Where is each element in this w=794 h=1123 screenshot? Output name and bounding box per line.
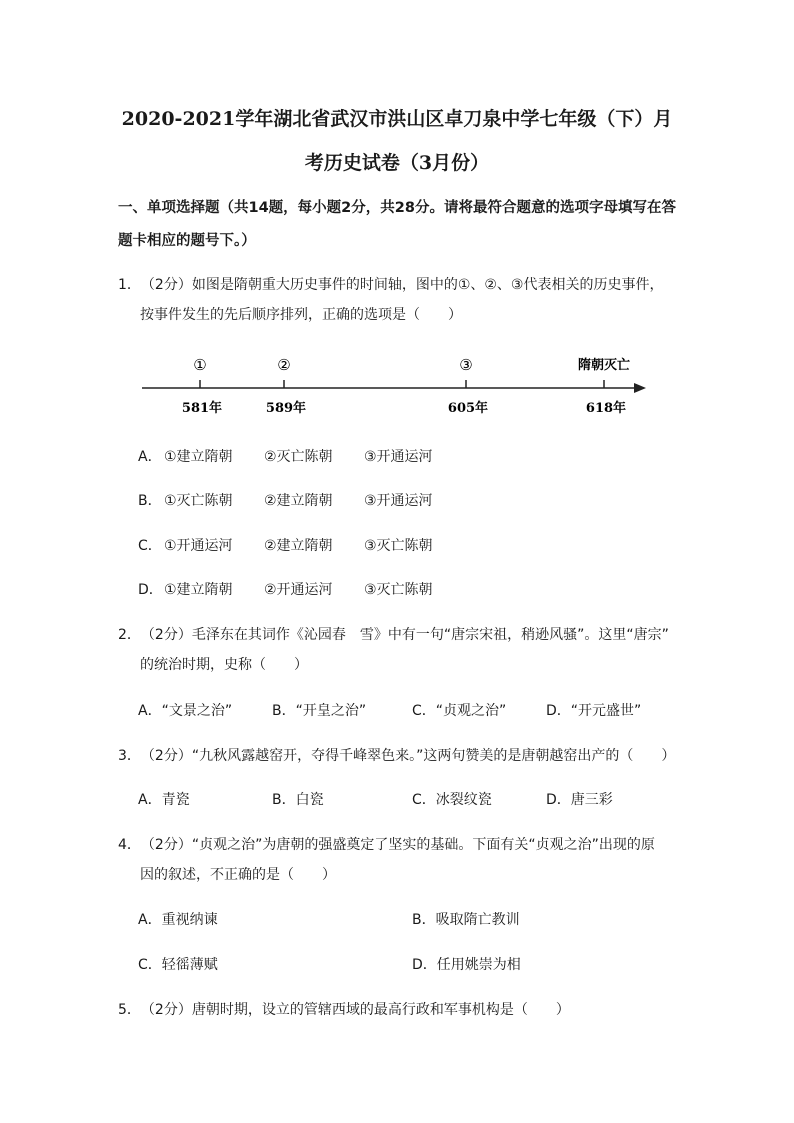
option-item: ③开通运河 [364,449,433,465]
timeline-year-618: 618年 [585,401,627,416]
option-a[interactable]: A．青瓷 [138,792,190,808]
q4-option-c[interactable]: C．轻徭薄赋 [138,957,218,973]
option-letter: C． [138,538,162,554]
timeline-mark-1: ① [193,356,207,374]
option-item: ②灭亡陈朝 [264,449,333,465]
timeline-year-605: 605年 [447,401,489,416]
option-letter: A． [138,449,162,465]
option-letter: B． [138,493,162,509]
question-text: （2分）“九秋风露越窑开，夺得千峰翠色来。”这两句赞美的是唐朝越窑出产的（ ） [140,748,676,764]
option-row-d[interactable] [138,580,433,600]
exam-title-line1: 2020-2021学年湖北省武汉市洪山区卓刀泉中学七年级（下）月 [121,108,673,130]
option-d[interactable]: D．“开元盛世” [546,703,642,719]
option-item: ③开通运河 [364,493,433,509]
option-c[interactable]: C．冰裂纹瓷 [412,792,492,808]
option-item: ③灭亡陈朝 [364,538,433,554]
timeline-mark-sui-end: 隋朝灭亡 [577,358,631,373]
q3-options [138,790,613,810]
timeline-figure [140,352,660,422]
timeline-year-589: 589年 [265,401,307,416]
question-number: 3． [118,748,141,764]
question-number: 1． [118,277,141,293]
option-item: ①建立隋朝 [164,449,233,465]
option-row-c[interactable] [138,536,433,556]
question-text-cont: 因的叙述，不正确的是（ ） [140,867,336,883]
option-row-b[interactable] [138,491,433,511]
option-b[interactable]: B．“开皇之治” [272,703,367,719]
q4-option-b[interactable]: B．吸取隋亡教训 [412,912,520,928]
question-text-cont: 按事件发生的先后顺序排列，正确的选项是（ ） [140,307,462,323]
option-item: ②建立隋朝 [264,493,333,509]
section-heading-line2: 题卡相应的题号下。） [118,233,256,249]
option-item: ②开通运河 [264,582,333,598]
timeline-mark-2: ② [277,356,291,374]
q2-options [138,701,641,721]
option-letter: D． [138,582,163,598]
option-item: ②建立隋朝 [264,538,333,554]
question-text: （2分）“贞观之治”为唐朝的强盛奠定了坚实的基础。下面有关“贞观之治”出现的原 [140,837,655,853]
exam-title-line2: 考历史试卷（3月份） [304,152,490,174]
timeline-year-581: 581年 [181,401,223,416]
option-item: ①建立隋朝 [164,582,233,598]
option-b[interactable]: B．白瓷 [272,792,324,808]
section-heading-line1: 一、单项选择题（共14题，每小题2分，共28分。请将最符合题意的选项字母填写在答 [118,200,676,216]
question-text: （2分）毛泽东在其词作《沁园春 雪》中有一句“唐宗宋祖，稍逊风骚”。这里“唐宗” [140,627,669,643]
option-d[interactable]: D．唐三彩 [546,792,613,808]
option-row-a[interactable] [138,447,433,467]
question-1 [118,270,693,330]
section-heading [118,192,698,258]
question-text: （2分）如图是隋朝重大历史事件的时间轴，图中的①、②、③代表相关的历史事件， [140,277,664,293]
question-2 [118,620,693,680]
question-number: 5． [118,1002,141,1018]
question-4 [118,830,693,890]
option-item: ③灭亡陈朝 [364,582,433,598]
question-3 [118,741,693,771]
question-text-cont: 的统治时期，史称（ ） [140,657,308,673]
timeline-mark-3: ③ [459,356,473,374]
timeline-arrow [634,383,646,393]
question-number: 4． [118,837,141,853]
q4-option-d[interactable]: D．任用姚崇为相 [412,957,521,973]
option-c[interactable]: C．“贞观之治” [412,703,507,719]
question-5 [118,995,693,1025]
option-item: ①开通运河 [164,538,233,554]
question-text: （2分）唐朝时期，设立的管辖西域的最高行政和军事机构是（ ） [140,1002,570,1018]
option-a[interactable]: A．“文景之治” [138,703,233,719]
question-number: 2． [118,627,141,643]
q4-option-a[interactable]: A．重视纳谏 [138,912,218,928]
option-item: ①灭亡陈朝 [164,493,233,509]
